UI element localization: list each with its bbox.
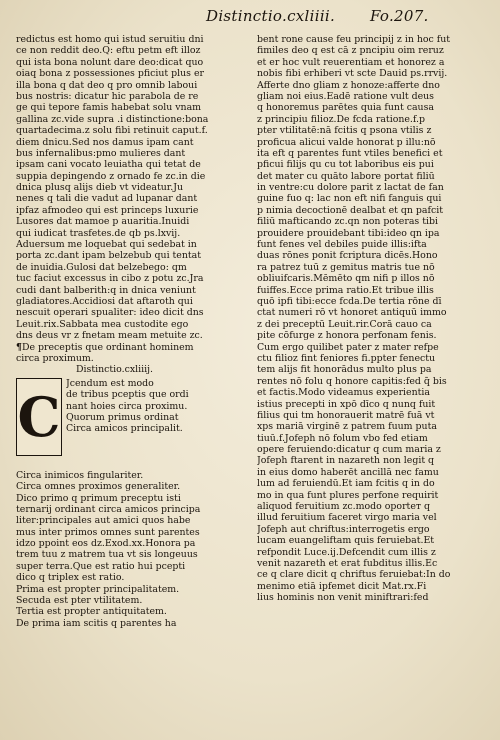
text-line: aliquod feruitium zc.modo oporteт q [257,501,431,513]
text-line: redictus est homo qui istud seruitiu dni [16,34,204,45]
text-line: filiū mafticando zc.qn non poteras tibi [257,216,438,228]
text-line: bus infernalibus:pmo mulieres dant [16,147,186,159]
text-line: de tribus pceptis que ordi [66,389,189,401]
text-line: z dei preceptū Leuit.rir.Corā cauo ca [257,318,432,330]
text-line: cudi dant balberith:q in dnica veniunt [16,284,196,296]
section-intro-cont: circa proximum. [16,352,94,364]
text-line: ipfaz afmodeo qui est princeps luxurie [16,204,199,216]
text-line: lius hominis non venit miniftrari:fed [257,592,429,604]
text-line: ipsam cani vocato leuiatha qui tetat de [16,159,201,171]
decorated-initial [16,378,62,456]
text-line: Tertia est propter antiquitatem. [16,606,167,618]
text-line: ce non reddit deo.Q: eftu petm eft illoz [16,45,201,57]
text-line: Circa inimicos fingulariter. [16,469,144,481]
distinction-heading: Distinctio.cxliiij. [76,364,154,376]
text-line: qui ista bona nolunt dare deo:dicat quo [16,56,204,68]
text-line: pite cōfurge z honora perfonam fenis. [257,330,437,342]
text-line: de inuidia.Gulosi dat belzebego: qm [16,261,187,273]
left-column [16,34,231,629]
text-line: Quorum primus ordinat [66,411,179,423]
text-line: ge qui tepore famis habebat solu vnam [16,102,202,114]
text-line: porta zc.dant ipam belzebub qui tentat [16,250,202,262]
initial-paragraph [16,378,231,470]
text-line: illa bona q dat deo q pro omnib laboui [16,79,198,91]
text-line: in eius domo haberēt ancillā nec famu [257,466,439,478]
folio-number: Fo.207. [370,7,429,25]
text-line: Afferte dno gliam z honoze:afferte dno [257,79,440,91]
text-line: dico q triplex est ratio. [16,572,125,584]
text-line: tuc faciut excessus in cibo z potu zc.Jra [16,273,204,285]
pilcrow-icon: ¶ [16,341,22,353]
text-line: ra patrez tuū z gemitus matris tue nō [257,261,435,273]
text-line: ctat numeri rō vt honoret antiquū immo [257,307,447,319]
text-line: nenes q tali die vadut ad lupanar dant [16,193,198,205]
text-line: et er hoc vult reuerentiam et honorez a [257,56,445,68]
text-line: ce q clare dicit q chriftus feruiebat:In do [257,569,451,581]
text-line: dnica plusq alijs dieb vt videatur.Ju [16,182,184,194]
text-line: venit nazareth et erat fubditus illis.Ec [257,557,438,569]
right-column [257,34,485,604]
text-line: quartadecima.z solu fibi retinuit caput.f. [16,125,208,137]
text-line: Jofeph aut chriftus:interrogetis ergo [257,523,430,535]
text-line: nescuit operari spualiter: ideo dicit dns [16,307,204,319]
running-title: Distinctio.cxliiii. [206,7,336,25]
text-line: lum ad feruiendū.Et iam fcitis q in do [257,478,435,490]
text-line: gliam noi eius.Eadē ratione vult deus [257,90,434,102]
text-line: oiaq bona z possessiones pficiut plus er [16,68,204,80]
text-line: Jcendum est modo [66,377,154,389]
text-line: mus inter primos omnes sunt parentes [16,526,200,538]
text-line: diem dnicu.Sed nos damus ipam cant [16,136,194,148]
text-line: quō ipfi tibi:ecce fcda.De tertia rōne dī [257,295,442,307]
text-line: filius qui tm honorauerit matrē fuā vt [257,409,435,421]
text-line: tem alijs fit honorādus multo plus pa [257,364,432,376]
running-header [0,6,500,28]
text-line: nant hoies circa proximu. [66,400,188,412]
text-line: guine fuo q: lac non eft nifi fanguis qui [257,193,442,205]
text-line: Dico primo q primum preceptu isti [16,492,181,504]
text-line: mo in qua funt plures perfone requirit [257,489,439,501]
text-line: Circa omnes proximos generaliter. [16,481,181,493]
text-line: fimiles deo q est cā z pncipiu oim reruz [257,45,444,57]
text-line: Jofeph ftarent in nazareth non legit q [257,455,435,467]
text-line: ternarij ordinant circa amicos principa [16,503,201,515]
text-line: dns deus vr z fnetam meam metuite zc. [16,330,203,342]
text-line: istius precepti in xpō dīco q nunq fuit [257,398,436,410]
text-line: pficui filijs qu cu tot laboribus eis pui [257,159,434,171]
text-line: illud feruitium faceret virgo maria vel [257,512,437,524]
text-line: bent rone cause feu principij z in hoc fut [257,34,451,45]
text-line: menimo etiā ipfemet dicit Mat.rx.Fi [257,580,427,592]
text-line: bus nostris: dicatur hic parabola de re [16,90,199,102]
text-line: fuiffes.Ecce prima ratio.Et tribue illis [257,284,434,296]
text-line: z principiu filioz.De fcda ratione.f.p [257,113,426,125]
text-line: Secuda est pter vtilitatem. [16,595,143,607]
text-line: suppia depingendo z ornado fe zc.in die [16,170,206,182]
text-line: funt fenes vel debiles puide illis:ifta [257,239,427,251]
initial-letter: C [17,384,61,449]
text-line: Lusores dat mamoe p auaritia.Inuidi [16,216,190,228]
text-line: lucam euangeliftam quis feruiebat.Et [257,535,435,547]
text-line: rentes nō folu q honore capitis:fed q̄ bis [257,375,447,387]
text-line: De prima iam scitis q parentes ha [16,617,177,629]
section-intro: De preceptis que ordinant hominem [21,341,194,353]
text-line: det mater cu quāto labore portat filiū [257,170,435,182]
text-line: et factis.Modo videamus experientia [257,387,430,399]
text-line: idzo ppoint eos dz.Exod.xx.Honora pa [16,538,196,550]
left-bottom-text [16,470,231,629]
text-line: ita eft q parentes funt vtiles benefici et [257,147,443,159]
text-line: qui iudicat trasfetes.de qb ps.lxvij. [16,227,181,239]
text-line: nobis fibi erhiberi vt scte Dauid ps.rrvij. [257,68,448,80]
text-line: Aduersum me loquebat qui sedebat in [16,239,197,251]
text-line: proficua alicui valde honorat p illu:nō [257,136,436,148]
text-line: pter vtilitatē:nā fcitis q psona vtilis z [257,125,432,137]
text-line: opere feruiendo:dicatur q cum maria z [257,444,441,456]
text-line: tiuū.f.Jofeph nō folum vbo fed etiam [257,432,428,444]
text-line: refpondit Luce.ij.Defcendit cum illis z [257,546,436,558]
text-line: liter:principales aut amici quos habe [16,515,191,527]
text-line: prouidere prouidebant tibi:ideo qn ipa [257,227,440,239]
text-line: ctu filioz fint feniores fi.ppter fenectu [257,352,436,364]
text-line: duas rōnes ponit fcriptura dicēs.Hono [257,250,438,262]
text-line: trem tuu z matrem tua vt sis longeuus [16,549,198,561]
text-line: p nimia decoctionē dealbat et qn pafcit [257,204,444,216]
text-line: xps mariā virginē z patrem fuum puta [257,421,437,433]
text-line: Leuit.rix.Sabbata mea custodite ego [16,318,189,330]
text-line: gallina zc.vide supra .i distinctione:bona [16,113,209,125]
left-top-text [16,34,231,342]
text-line: Prima est propter principalitatem. [16,583,180,595]
initial-lines [66,378,234,435]
text-line: Circa amicos principalit. [66,423,183,435]
text-line: super terra.Que est ratio hui pcepti [16,560,186,572]
text-line: q honoremus parētes quia funt causa [257,102,434,114]
text-line: obliuifcaris.Mēmēto qm nifi p illos nō [257,273,435,285]
text-line: in ventre:cu dolore parit z lactat de fan [257,182,444,194]
text-line: gladiatores.Accidiosi dat aftaroth qui [16,295,193,307]
text-line: Cum ergo quilibet pater z mater refpe [257,341,439,353]
pilcrow-line [16,342,231,353]
